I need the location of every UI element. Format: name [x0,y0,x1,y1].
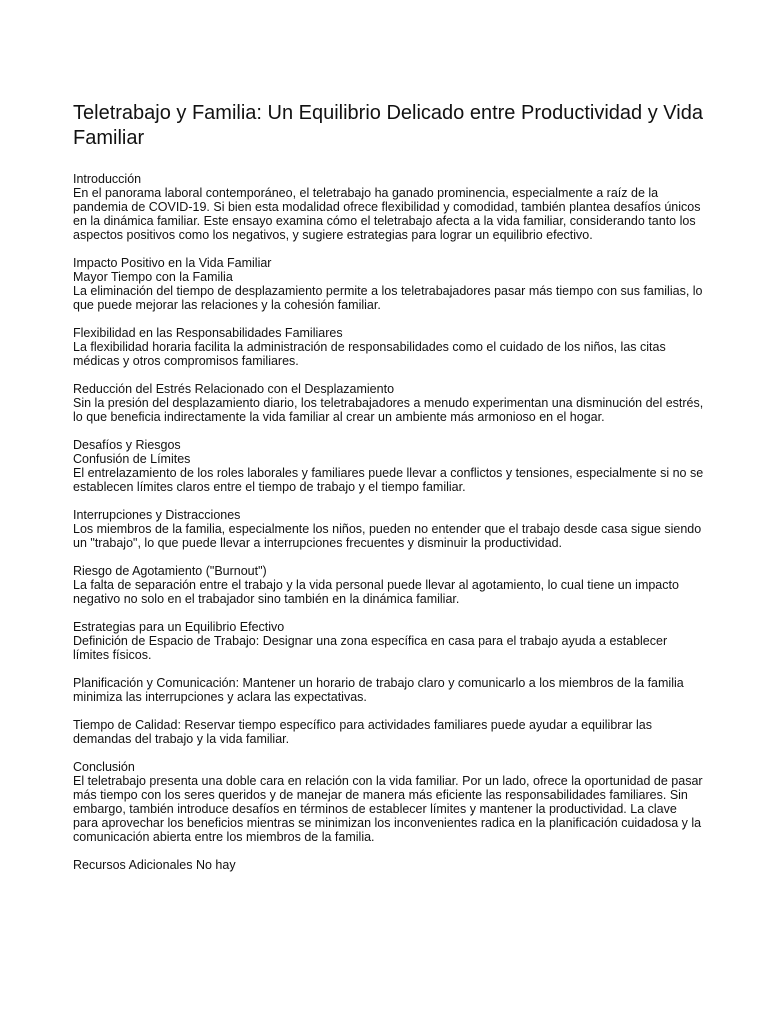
subsection-heading: Confusión de Límites [73,452,191,466]
section-heading: Impacto Positivo en la Vida Familiar [73,256,272,270]
strategy-planning [73,676,705,704]
section-heading: Introducción [73,172,142,186]
subsection-heading: Interrupciones y Distracciones [73,508,241,522]
subsection-burnout [73,564,705,606]
paragraph: Los miembros de la familia, especialmente los niños, pueden no entender que el trabajo desde casa sigue siendo un "trabajo", lo que puede llevar a interrupciones frecuentes y disminuir la productividad. [73,522,702,550]
document-title: Teletrabajo y Familia: Un Equilibrio Delicado entre Productividad y Vida Familiar [73,102,703,149]
paragraph: El entrelazamiento de los roles laborales y familiares puede llevar a conflictos y tensiones, especialmente si no se establecen límites claros entre el tiempo de trabajo y el tiempo familiar. [73,466,704,494]
paragraph: En el panorama laboral contemporáneo, el teletrabajo ha ganado prominencia, especialmente a raíz de la pandemia de COVID-19. Si bien esta modalidad ofrece flexibilidad y comodidad, también plantea desafíos únicos en la dinámica familiar. Este ensayo examina cómo el teletrabajo afecta a la vida familiar, considerando tanto los aspectos positivos como los negativos, y sugiere estrategias para lograr un equilibrio efectivo. [73,186,701,242]
section-heading: Estrategias para un Equilibrio Efectivo [73,620,285,634]
subsection-heading: Mayor Tiempo con la Familia [73,270,233,284]
section-introduction [73,172,705,242]
strategy-quality-time [73,718,705,746]
section-heading: Desafíos y Riesgos [73,438,181,452]
section-conclusion [73,760,705,844]
section-heading: Conclusión [73,760,135,774]
subsection-heading: Reducción del Estrés Relacionado con el Desplazamiento [73,382,395,396]
section-challenges [73,438,705,494]
section-positive-impact [73,256,705,312]
section-resources [73,858,705,872]
paragraph: El teletrabajo presenta una doble cara en relación con la vida familiar. Por un lado, ofrece la oportunidad de pasar más tiempo con los seres queridos y de manejar de manera más eficiente las responsabilidades familiares. Sin embargo, también introduce desafíos en términos de establecer límites y mantener la productividad. La clave para aprovechar los beneficios mientras se minimizan los inconvenientes radica en la planificación cuidadosa y la comunicación abierta entre los miembros de la familia. [73,774,703,844]
subsection-flexibility [73,326,705,368]
paragraph: La flexibilidad horaria facilita la administración de responsabilidades como el cuidado de los niños, las citas médicas y otros compromisos familiares. [73,340,666,368]
paragraph: La eliminación del tiempo de desplazamiento permite a los teletrabajadores pasar más tiempo con sus familias, lo que puede mejorar las relaciones y la cohesión familiar. [73,284,703,312]
document-page [73,101,705,886]
paragraph: Tiempo de Calidad: Reservar tiempo específico para actividades familiares puede ayudar a equilibrar las demandas del trabajo y la vida familiar. [73,718,653,746]
paragraph: La falta de separación entre el trabajo y la vida personal puede llevar al agotamiento, lo cual tiene un impacto negativo no solo en el trabajador sino también en la dinámica familiar. [73,578,679,606]
paragraph: Planificación y Comunicación: Mantener un horario de trabajo claro y comunicarlo a los miembros de la familia minimiza las interrupciones y aclara las expectativas. [73,676,684,704]
paragraph: Sin la presión del desplazamiento diario, los teletrabajadores a menudo experimentan una disminución del estrés, lo que beneficia indirectamente la vida familiar al crear un ambiente más armonioso en el hogar. [73,396,704,424]
paragraph: Definición de Espacio de Trabajo: Designar una zona específica en casa para el trabajo ayuda a establecer límites físicos. [73,634,668,662]
section-strategies [73,620,705,662]
resources-line: Recursos Adicionales No hay [73,858,236,872]
subsection-heading: Riesgo de Agotamiento ("Burnout") [73,564,267,578]
subsection-interruptions [73,508,705,550]
subsection-stress-reduction [73,382,705,424]
subsection-heading: Flexibilidad en las Responsabilidades Familiares [73,326,343,340]
